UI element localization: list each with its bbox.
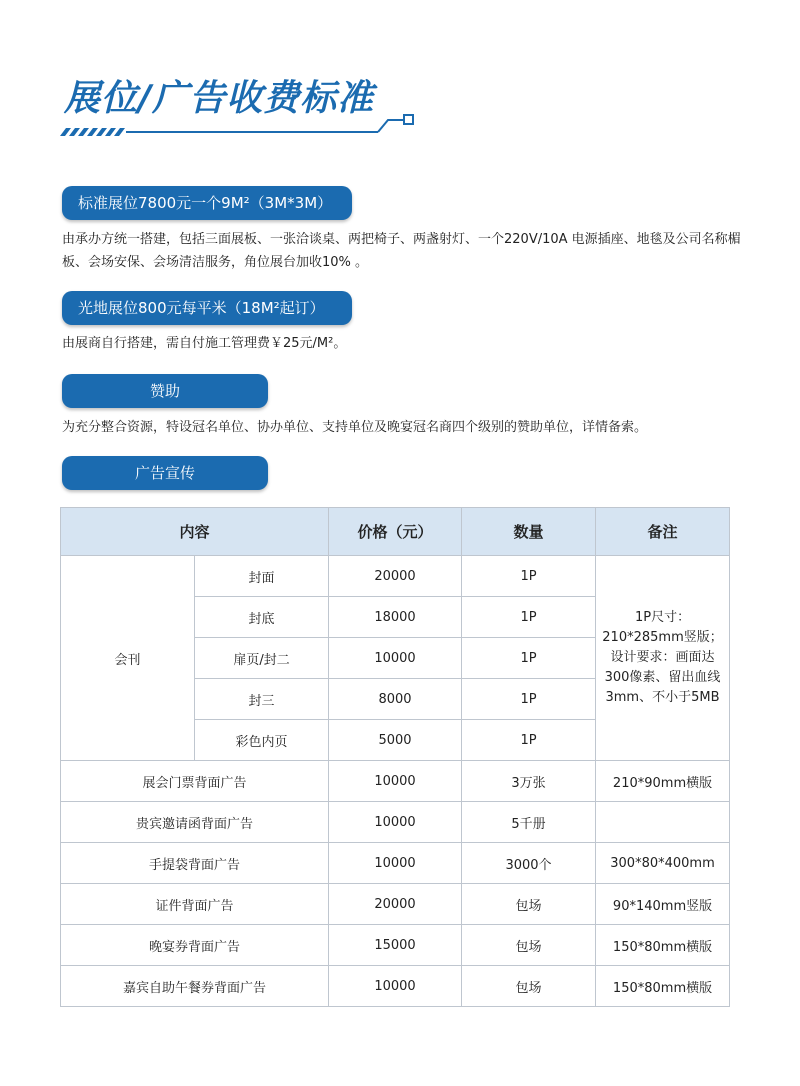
journal-label: 会刊 bbox=[61, 556, 195, 761]
ad-note: 300*80*400mm bbox=[596, 843, 730, 884]
ad-item: 手提袋背面广告 bbox=[61, 843, 329, 884]
ad-note: 150*80mm横版 bbox=[596, 966, 730, 1007]
page-title: 展位/广告收费标准 bbox=[64, 78, 375, 119]
header-quantity: 数量 bbox=[462, 508, 596, 556]
ad-qty: 5千册 bbox=[462, 802, 596, 843]
ad-item: 证件背面广告 bbox=[61, 884, 329, 925]
ad-qty: 包场 bbox=[462, 925, 596, 966]
ad-item: 嘉宾自助午餐券背面广告 bbox=[61, 966, 329, 1007]
table-row bbox=[61, 802, 730, 843]
journal-price: 5000 bbox=[329, 720, 462, 761]
section-standard-booth-text: 由承办方统一搭建，包括三面展板、一张洽谈桌、两把椅子、两盏射灯、一个220V/10A 电源插座、地毯及公司名称楣板、会场安保、会场清洁服务，角位展台加收10% 。 bbox=[62, 232, 741, 270]
section-sponsor-heading: 赞助 bbox=[62, 374, 268, 408]
journal-item: 扉页/封二 bbox=[195, 638, 329, 679]
table-row bbox=[61, 966, 730, 1007]
ad-qty: 包场 bbox=[462, 966, 596, 1007]
section-ads-heading: 广告宣传 bbox=[62, 456, 268, 490]
table-row bbox=[61, 925, 730, 966]
table-row bbox=[61, 843, 730, 884]
table-row bbox=[61, 761, 730, 802]
header-content: 内容 bbox=[61, 508, 329, 556]
journal-price: 8000 bbox=[329, 679, 462, 720]
ad-qty: 包场 bbox=[462, 884, 596, 925]
ad-qty: 3万张 bbox=[462, 761, 596, 802]
header-note: 备注 bbox=[596, 508, 730, 556]
ad-note: 150*80mm横版 bbox=[596, 925, 730, 966]
journal-item: 封面 bbox=[195, 556, 329, 597]
journal-note-line: 300像素、留出血线 bbox=[604, 670, 721, 685]
ad-price: 10000 bbox=[329, 843, 462, 884]
section-sponsor-text: 为充分整合资源，特设冠名单位、协办单位、支持单位及晚宴冠名商四个级别的赞助单位，详情备索。 bbox=[62, 420, 648, 435]
ad-price: 20000 bbox=[329, 884, 462, 925]
section-raw-space-text: 由展商自行搭建，需自付施工管理费￥25元/M²。 bbox=[62, 336, 347, 351]
ad-price: 10000 bbox=[329, 761, 462, 802]
journal-note-line: 设计要求：画面达 bbox=[610, 650, 715, 665]
ad-pricing-table bbox=[60, 507, 730, 1007]
ad-note: 90*140mm竖版 bbox=[596, 884, 730, 925]
journal-note bbox=[596, 556, 730, 761]
journal-qty: 1P bbox=[462, 556, 596, 597]
journal-item: 封底 bbox=[195, 597, 329, 638]
journal-note-line: 3mm、不小于5MB bbox=[605, 690, 720, 705]
title-underline-decoration bbox=[60, 108, 420, 138]
journal-qty: 1P bbox=[462, 679, 596, 720]
ad-price: 15000 bbox=[329, 925, 462, 966]
journal-qty: 1P bbox=[462, 720, 596, 761]
table-header-row bbox=[61, 508, 730, 556]
journal-price: 20000 bbox=[329, 556, 462, 597]
section-raw-space-heading: 光地展位800元每平米（18M²起订） bbox=[62, 291, 352, 325]
table-row bbox=[61, 556, 730, 597]
header-price: 价格（元） bbox=[329, 508, 462, 556]
section-standard-booth-heading: 标准展位7800元一个9M²（3M*3M） bbox=[62, 186, 352, 220]
ad-price: 10000 bbox=[329, 966, 462, 1007]
journal-qty: 1P bbox=[462, 638, 596, 679]
journal-qty: 1P bbox=[462, 597, 596, 638]
journal-note-line: 210*285mm竖版； bbox=[602, 630, 723, 645]
ad-item: 展会门票背面广告 bbox=[61, 761, 329, 802]
ad-note: 210*90mm横版 bbox=[596, 761, 730, 802]
table-row bbox=[61, 884, 730, 925]
ad-qty: 3000个 bbox=[462, 843, 596, 884]
ad-note bbox=[596, 802, 730, 843]
journal-item: 彩色内页 bbox=[195, 720, 329, 761]
journal-item: 封三 bbox=[195, 679, 329, 720]
journal-price: 10000 bbox=[329, 638, 462, 679]
journal-price: 18000 bbox=[329, 597, 462, 638]
ad-item: 贵宾邀请函背面广告 bbox=[61, 802, 329, 843]
journal-note-line: 1P尺寸： bbox=[634, 610, 691, 625]
ad-item: 晚宴券背面广告 bbox=[61, 925, 329, 966]
ad-price: 10000 bbox=[329, 802, 462, 843]
